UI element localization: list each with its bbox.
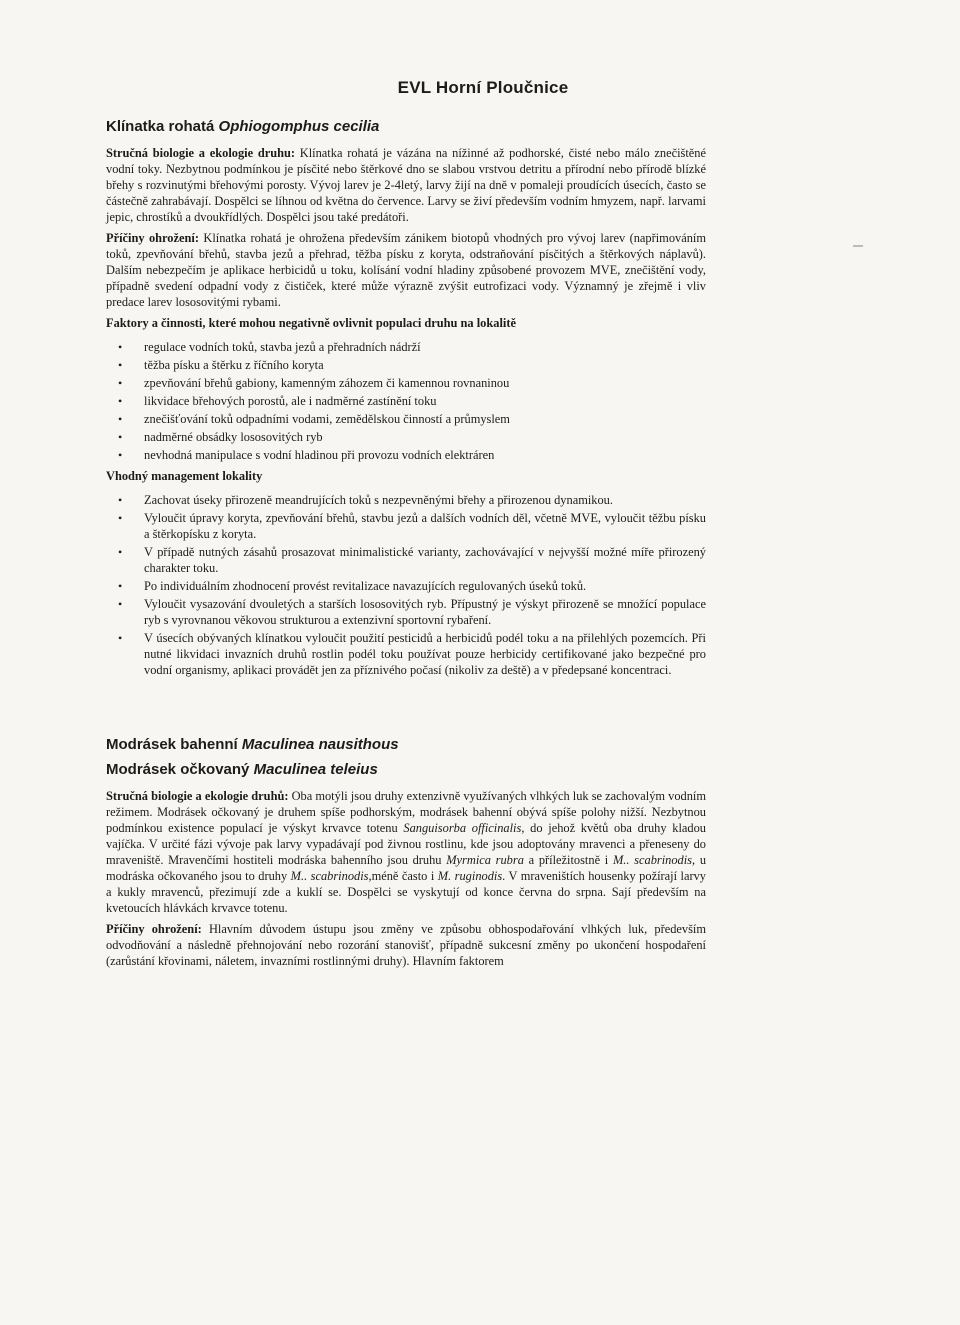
threats-text: Klínatka rohatá je ohrožena především zánikem biotopů vhodných pro vývoj larev (napřimováním toků, zpevňování břehů, stavba jezů a přehrad, těžba písku z koryta, odstraňování písčitých a štěrkových náplavů). Dalším nebezpečím je aplikace herbicidů u toku, kolísání vodní hladiny způsobené provozem MVE, znečištění vody, případně svedení odpadní vody z čističek, které může výrazně zvýšit eutrofizaci vody. Významný je zřejmě i vliv predace larev lososovitými rybami. [106,231,706,309]
plant-name: Sanguisorba officinalis [403,821,522,835]
species-name-cz: Modrásek bahenní [106,736,238,753]
threats-label: Příčiny ohrožení: [106,922,202,936]
biology-text: Oba motýli jsou druhy extenzivně využívaných vlhkých luk se zachovalým vodním režimem. Modrásek očkovaný je druhem spíše podhorským, modrásek bahenní obývá spíše polohy nižší. Nezbytnou podmínkou existence populací je výskyt krvavce totenu [106,789,706,835]
ant-name: M. ruginodis [437,869,503,883]
species-title-modrasek-bahenni [106,736,710,753]
ant-name: M.. scabrinodis, [290,869,372,883]
list-item: • nevhodná manipulace s vodní hladinou při provozu vodních elektráren [106,447,706,463]
ant-name: Myrmica rubra [446,853,524,867]
factors-list [106,339,706,463]
ant-name: M.. scabrinodis, [612,853,696,867]
biology-text: Klínatka rohatá je vázána na nížinné až podhorské, čisté nebo málo znečištěné vodní toky. Nezbytnou podmínkou je písčité nebo štěrkové dno se slabou vrstvou detritu a přírodní nebo přírodě blízké břehy s rozvinutými břehovými porosty. Vývoj larev je 2-4letý, larvy žijí na dně v pomaleji proudících úsecích, často se částečně zahrabávají. Dospělci se líhnou od května do července. Larvy se živí především vodním hmyzem, např. larvami jepic, chrostíků a dvoukřídlých. Dospělci jsou také predátoři. [106,146,706,224]
biology-text: méně často i [371,869,435,883]
list-item: • Vyloučit vysazování dvouletých a starších lososovitých ryb. Přípustný je výskyt přirozeně se množící populace ryb s vyrovnanou věkovou strukturou a extenzivní sportovní rybaření. [106,596,706,628]
document-title: EVL Horní Ploučnice [397,78,569,97]
species-name-latin: Maculinea teleius [253,761,378,778]
biology-text: a příležitostně i [528,853,609,867]
biology-paragraph [106,145,706,225]
species-name-cz: Modrásek očkovaný [106,761,250,778]
species-name-latin: Ophiogomphus cecilia [218,118,380,135]
biology-text: u modráska očkovaného jsou to druhy [106,853,707,883]
list-item: • V úsecích obývaných klínatkou vyloučit použití pesticidů a herbicidů podél toku a na přilehlých pozemcích. Při nutné likvidaci invazních druhů rostlin podél toku používat pouze herbicidy certifikované jako bezpečné pro vodní organismy, aplikaci provádět jen za příznivého počasí (nikoliv za deště) a v předepsané koncentraci. [106,630,706,678]
list-item: • likvidace břehových porostů, ale i nadměrné zastínění toku [106,393,706,409]
species-title-klinatka [106,118,710,135]
biology-label: Stručná biologie a ekologie druhu: [106,146,296,160]
section-spacer [106,684,710,736]
threats-paragraph [106,921,706,969]
biology-text: . V mraveništích housenky požírají larvy a kukly mravenců, přezimují zde a kuklí se. Dospělci se vyskytují od konce června do srpna. Sají především na kvetoucích hlávkách krvavce totenu. [106,869,706,915]
species-title-modrasek-ockovany [106,761,710,778]
list-item: • Zachovat úseky přirozeně meandrujících toků s nezpevněnými břehy a přirozenou dynamikou. [106,492,706,508]
management-heading: Vhodný management lokality [106,469,263,483]
list-item: • zpevňování břehů gabiony, kamenným záhozem či kamennou rovnaninou [106,375,706,391]
list-item: • znečišťování toků odpadními vodami, zemědělskou činností a průmyslem [106,411,706,427]
threats-text: Hlavním důvodem ústupu jsou změny ve způsobu obhospodařování vlhkých luk, především odvodňování a následně přehnojování nebo rozorání stanovišť, případně sukcesní změny po ukončení hospodaření (zarůstání křovinami, náletem, invazními rostlinnými druhy). Hlavním faktorem [106,922,706,968]
scan-mark [853,245,863,247]
list-item: • těžba písku a štěrku z říčního koryta [106,357,706,373]
threats-label: Příčiny ohrožení: [106,231,199,245]
list-item: • regulace vodních toků, stavba jezů a přehradních nádrží [106,339,706,355]
list-item: • Po individuálním zhodnocení provést revitalizace navazujících regulovaných úseků toků. [106,578,706,594]
factors-heading: Faktory a činnosti, které mohou negativně ovlivnit populaci druhu na lokalitě [106,316,516,330]
biology-paragraph [106,788,706,916]
list-item: • nadměrné obsádky lososovitých ryb [106,429,706,445]
list-item: • Vyloučit úpravy koryta, zpevňování břehů, stavbu jezů a dalších vodních děl, včetně MVE, vyloučit těžbu písku a štěrkopísku z koryta. [106,510,706,542]
threats-paragraph [106,230,706,310]
biology-label: Stručná biologie a ekologie druhů: [106,789,289,803]
species-name-latin: Maculinea nausithous [241,736,399,753]
list-item: • V případě nutných zásahů prosazovat minimalistické varianty, zachovávající v nejvyšší možné míře přirozený charakter toku. [106,544,706,576]
biology-text: , do jehož květů oba druhy kladou vajíčka. V určité fázi vývoje pak larvy vypadávají pod živnou rostlinu, kde jsou adoptovány mravenci a přeneseny do mraveniště. Mravenčími hostiteli modráska bahenního jsou druhu [106,821,706,867]
management-list [106,492,706,678]
species-name-cz: Klínatka rohatá [106,118,215,135]
